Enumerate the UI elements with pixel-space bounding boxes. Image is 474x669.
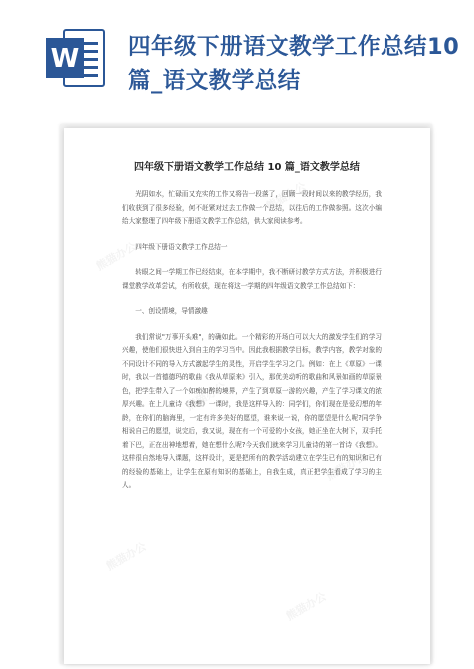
paragraph-intro: 光阴如水，忙碌而又充实的工作又将告一段落了，回顾一段时间以来的教学经历，我们收获到了很多经验，何不赶紧对过去工作做一个总结，以往后的工作做参照。这次小编给大家整理了四年级下册语文教学工作总结，供大家阅读参考。	[122, 190, 382, 225]
paragraph-body: 我们常说"万事开头难"，的确如此。一个精彩的开场白可以大大的激发学生们的学习兴趣，使他们很快进入到自主的学习当中。因此我根据教学目标，教学内容，教学对象的不同设计不同的导入方式激起学生的灵性，开启学生学习之门。例如：在上《草原》一课时，我以一首德德玛的歌曲《我从草原来》引入，那优美动听的歌曲和风景如画的草原景色，把学生带入了一个如痴如醉的境界，产生了到草原一游的兴趣，产生了学习课文的浓厚兴趣。在上儿童诗《我想》一课时，我是这样导入的：同学们，你们现在是爱幻想的年龄，在你们的脑海里，一定有许多美好的愿望，谁来说一说，你的愿望是什么呢?同学争相说自己的愿望，说完后，我又说，现在有一个可爱的小女孩，她正坐在大树下，双手托着下巴，正在出神地想着，她在想什么呢?今天我们就来学习儿童诗的第一首诗《我想》。这样很自然地导入课题，这样设计，更是把所有的教学活动建立在学生已有的知识和已有的经验的基础上，让学生在原有知识的基础上，自我生成，真正把学生看成了学习的主人。	[122, 332, 382, 489]
document-page	[64, 128, 430, 664]
watermark-text: 熊猫办公	[263, 179, 309, 214]
page-title: 四年级下册语文教学工作总结10篇_语文教学总结	[128, 34, 460, 94]
section-heading: 四年级下册语文教学工作总结一	[135, 242, 228, 251]
word-document-icon	[44, 26, 108, 90]
subsection-heading: 一、创设情境，导情激趣	[135, 307, 208, 315]
document-title: 四年级下册语文教学工作总结 10 篇_语文教学总结	[134, 162, 360, 173]
document-body	[122, 188, 382, 493]
watermark-text: 熊猫办公	[93, 239, 139, 274]
watermark-text: 熊猫办公	[323, 449, 369, 484]
watermark-text: 熊猫办公	[103, 539, 149, 574]
page-header	[0, 0, 474, 112]
paragraph-summary: 转眼之间一学期工作已经结束，在本学期中，我不断研讨教学方式方法，并积极进行课堂教学改革尝试，有所收获，现在将这一学期的四年级语文教学工作总结如下：	[122, 268, 382, 290]
watermark-text: 熊猫办公	[183, 379, 229, 414]
word-logo-letter: W	[50, 44, 80, 74]
watermark-text: 熊猫办公	[283, 589, 329, 624]
